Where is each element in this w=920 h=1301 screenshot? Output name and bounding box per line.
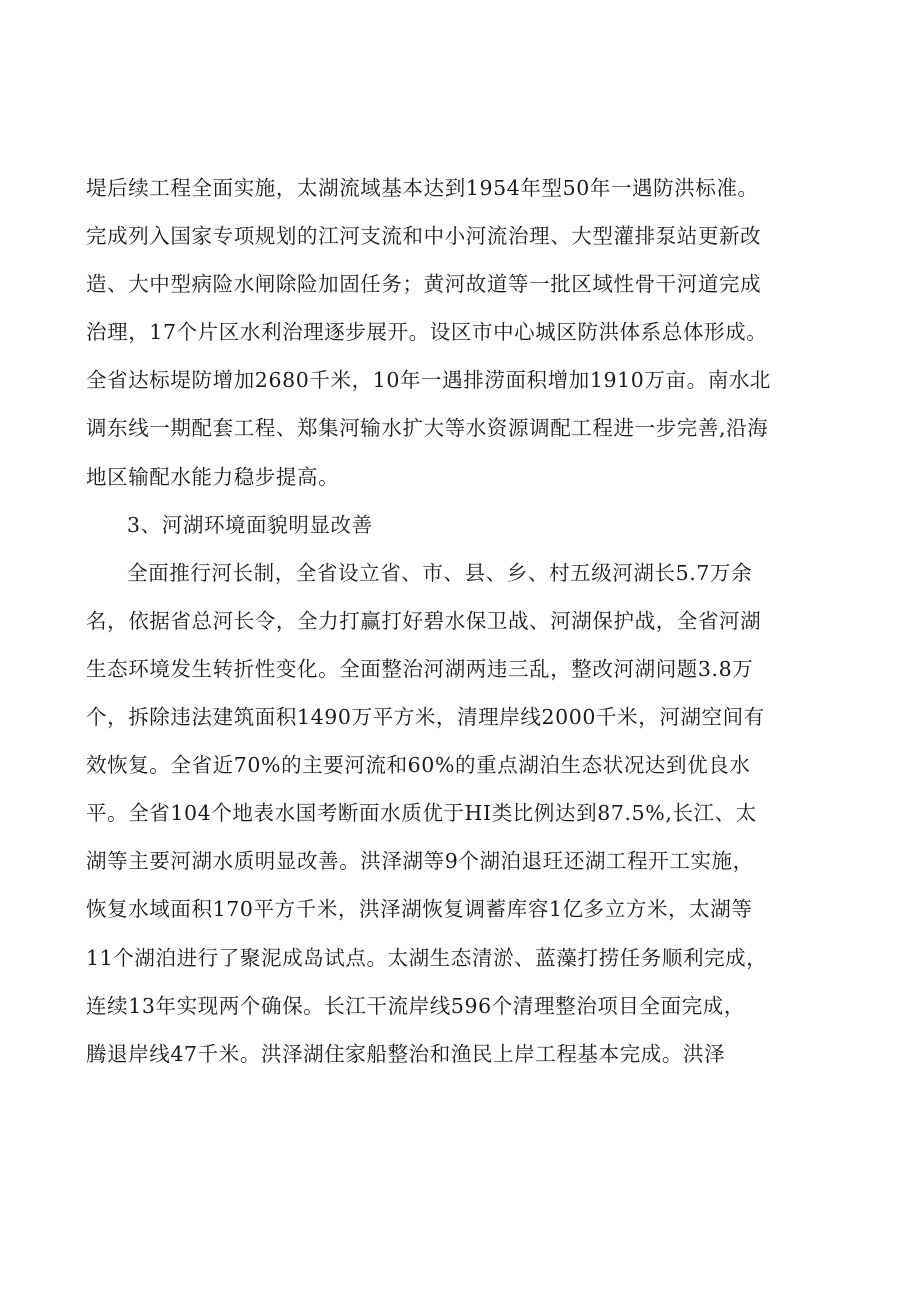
text-line: 生态环境发生转折性变化。全面整治河湖两违三乱，整改河湖问题3.8万 [86, 656, 754, 681]
text-line: 调东线一期配套工程、郑集河输水扩大等水资源调配工程进一步完善,沿海 [86, 416, 769, 441]
text-line: 湖等主要河湖水质明显改善。洪泽湖等9个湖泊退玨还湖工程开工实施， [86, 849, 754, 874]
text-line: 治理，17个片区水利治理逐步展开。设区市中心城区防洪体系总体形成。 [86, 320, 768, 345]
document-body [86, 164, 838, 1078]
text-line: 恢复水域面积170平方千米，洪泽湖恢复调蓄库容1亿多立方米，太湖等 [86, 897, 753, 922]
section-heading: 3、河湖环境面貌明显改善 [127, 512, 373, 537]
text-line: 11个湖泊进行了聚泥成岛试点。太湖生态清淤、蓝藻打捞任务顺利完成， [86, 945, 768, 970]
text-line: 个，拆除违法建筑面积1490万平方米，清理岸线2000千米，河湖空间有 [86, 705, 765, 730]
text-line: 连续13年实现两个确保。长江干流岸线596个清理整治项目全面完成， [86, 993, 746, 1018]
text-line: 地区输配水能力稳步提高。 [86, 464, 340, 489]
text-line: 堤后续工程全面实施，太湖流域基本达到1954年型50年一遇防洪标准。 [86, 176, 759, 200]
text-line: 平。全省104个地表水国考断面水质优于HI类比例达到87.5%,长江、太 [86, 801, 757, 826]
text-line: 全省达标堤防增加2680千米，10年一遇排涝面积增加1910万亩。南水北 [86, 368, 772, 393]
text-line: 效恢复。全省近70%的主要河流和60%的重点湖泊生态状况达到优良水 [86, 753, 751, 778]
text-line: 全面推行河长制，全省设立省、市、县、乡、村五级河湖长5.7万余 [127, 560, 753, 585]
text-line: 造、大中型病险水闸除险加固任务；黄河故道等一批区域性骨干河道完成 [86, 272, 762, 297]
text-line: 腾退岸线47千米。洪泽湖住家船整治和渔民上岸工程基本完成。洪泽 [86, 1041, 726, 1066]
text-line: 名，依据省总河长令，全力打赢打好碧水保卫战、河湖保护战，全省河湖 [86, 608, 762, 633]
text-line: 完成列入国家专项规划的江河支流和中小河流治理、大型灌排泵站更新改 [86, 224, 762, 249]
